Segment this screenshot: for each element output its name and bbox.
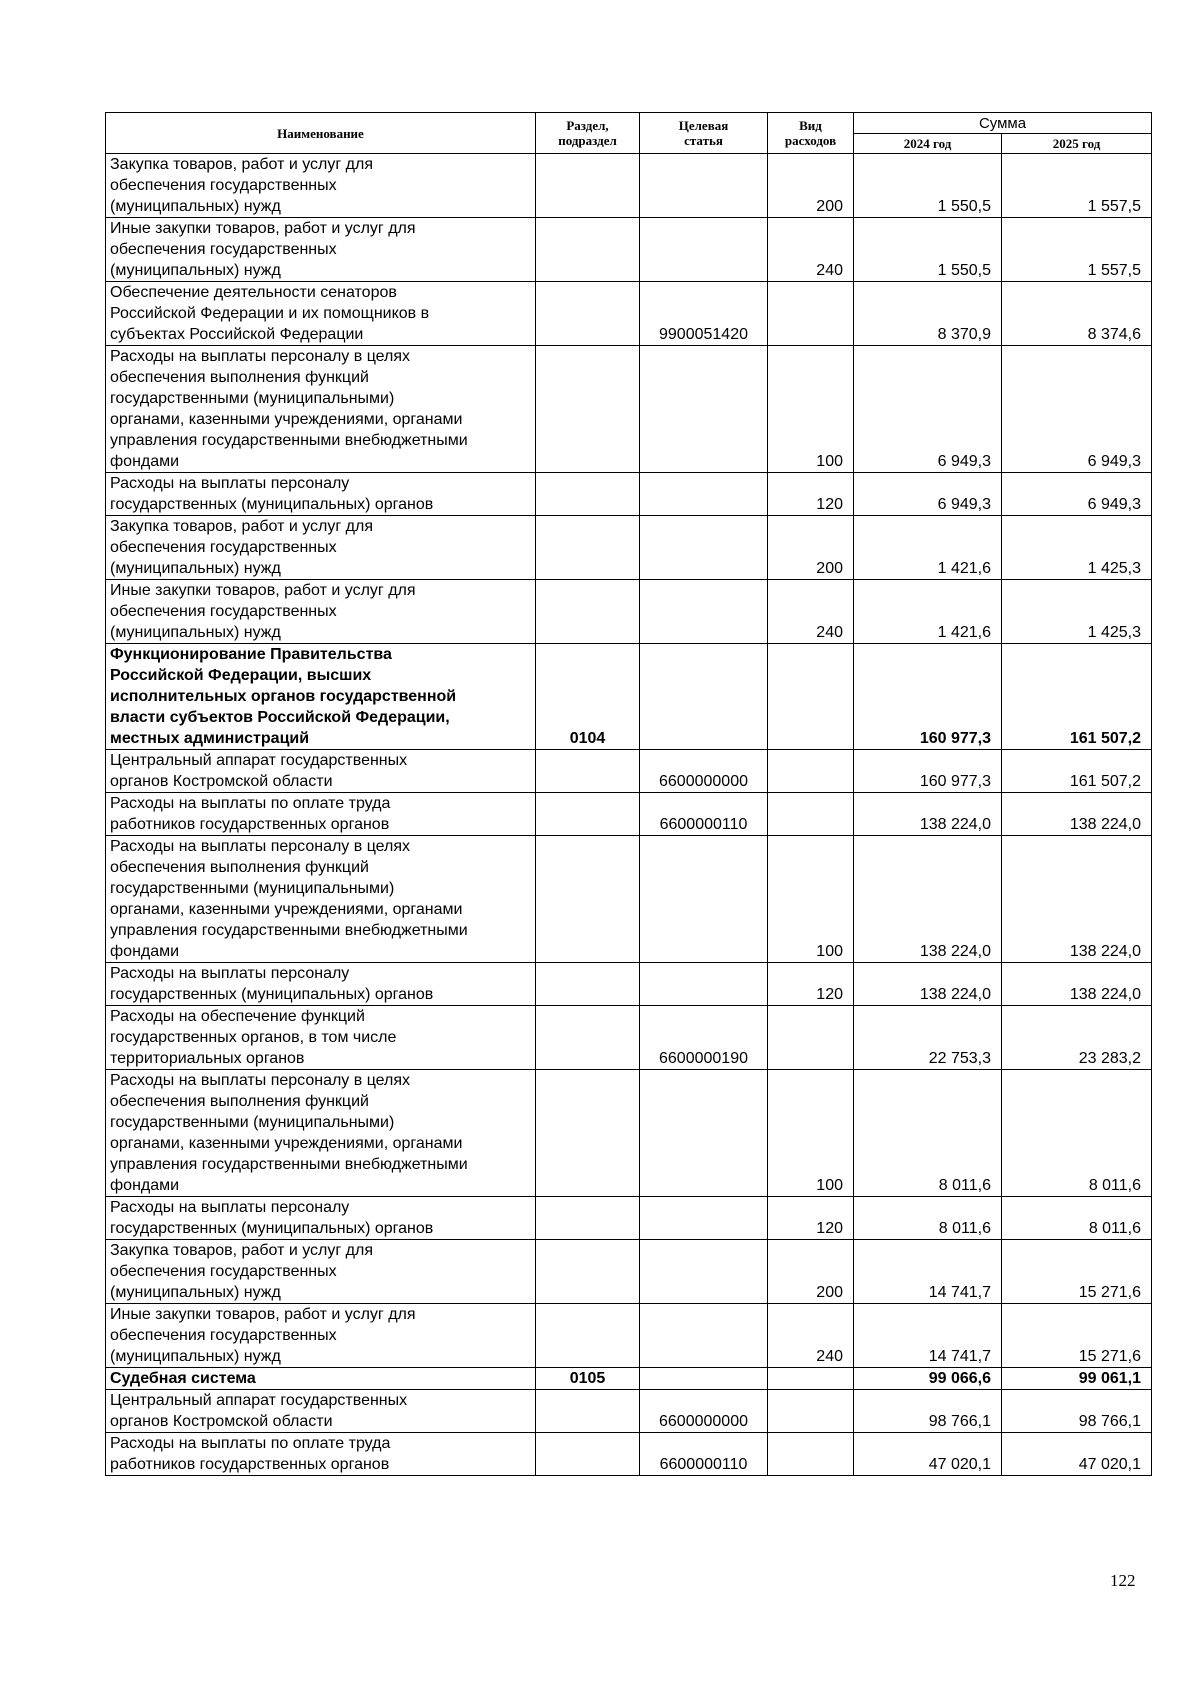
table-row: [106, 516, 1152, 580]
row-type: 120: [768, 963, 854, 1006]
row-type: 240: [768, 580, 854, 644]
row-target: 6600000110: [640, 1433, 768, 1476]
budget-table: [105, 112, 1152, 1476]
row-section: [536, 473, 640, 516]
row-name: [106, 1304, 536, 1368]
row-name-line: Расходы на выплаты персоналу: [110, 475, 350, 492]
row-target: 6600000000: [640, 750, 768, 793]
row-name-line: обеспечения государственных: [110, 177, 337, 194]
row-name-line: органов Костромской области: [110, 773, 333, 790]
row-amount-2024: 98 766,1: [854, 1390, 1002, 1433]
row-name-line: фондами: [110, 943, 180, 960]
row-name-line: исполнительных органов государственной: [110, 688, 457, 705]
row-name-line: Расходы на выплаты персоналу в целях: [110, 1072, 411, 1089]
row-target: [640, 218, 768, 282]
row-type: 240: [768, 218, 854, 282]
row-name-line: Обеспечение деятельности сенаторов: [110, 284, 397, 301]
row-name-line: Судебная система: [110, 1370, 256, 1387]
row-amount-2024: 138 224,0: [854, 963, 1002, 1006]
row-target: [640, 154, 768, 218]
row-name-line: обеспечения государственных: [110, 603, 337, 620]
row-section: [536, 1304, 640, 1368]
row-name-line: органами, казенными учреждениями, органами: [110, 901, 463, 918]
row-name-line: государственных органов, в том числе: [110, 1029, 397, 1046]
row-name: [106, 644, 536, 750]
row-target: 6600000000: [640, 1390, 768, 1433]
row-name: [106, 1433, 536, 1476]
row-section: [536, 1240, 640, 1304]
row-name-line: (муниципальных) нужд: [110, 1348, 281, 1365]
row-name: [106, 346, 536, 473]
row-amount-2024: 8 011,6: [854, 1197, 1002, 1240]
row-name-line: Закупка товаров, работ и услуг для: [110, 518, 373, 535]
row-name-line: государственными (муниципальными): [110, 1114, 395, 1131]
row-section: [536, 963, 640, 1006]
row-amount-2024: 47 020,1: [854, 1433, 1002, 1476]
page-number: 122: [1110, 1571, 1136, 1590]
row-section: [536, 1197, 640, 1240]
row-name-line: органов Костромской области: [110, 1413, 333, 1430]
row-name-line: обеспечения выполнения функций: [110, 1093, 369, 1110]
row-amount-2025: 6 949,3: [1002, 473, 1152, 516]
row-target: [640, 1304, 768, 1368]
row-name-line: Расходы на выплаты персоналу в целях: [110, 348, 411, 365]
row-amount-2025: 1 425,3: [1002, 516, 1152, 580]
row-name-line: (муниципальных) нужд: [110, 198, 281, 215]
row-target: [640, 580, 768, 644]
row-name: [106, 282, 536, 346]
row-name-line: Расходы на обеспечение функций: [110, 1008, 365, 1025]
row-name-line: государственными (муниципальными): [110, 880, 395, 897]
row-name-line: Иные закупки товаров, работ и услуг для: [110, 582, 416, 599]
row-name-line: фондами: [110, 1177, 180, 1194]
row-name-line: Российской Федерации, высших: [110, 667, 372, 684]
header-target-line1: Целевая: [678, 118, 729, 133]
row-type: [768, 1368, 854, 1390]
row-amount-2024: 138 224,0: [854, 793, 1002, 836]
row-name-line: местных администраций: [110, 730, 310, 747]
row-amount-2024: 14 741,7: [854, 1240, 1002, 1304]
row-type: [768, 1006, 854, 1070]
row-target: [640, 1240, 768, 1304]
table-row: [106, 154, 1152, 218]
row-type: [768, 750, 854, 793]
row-name-line: Расходы на выплаты персоналу в целях: [110, 838, 411, 855]
row-name-line: обеспечения выполнения функций: [110, 369, 369, 386]
table-row: [106, 644, 1152, 750]
row-section: [536, 1390, 640, 1433]
row-name-line: Закупка товаров, работ и услуг для: [110, 156, 373, 173]
row-section: [536, 580, 640, 644]
table-body: [106, 154, 1152, 1476]
header-type-line1: Вид: [799, 118, 822, 133]
header-type-line2: расходов: [784, 133, 837, 148]
header-year-2025: 2025 год: [1002, 134, 1152, 154]
row-type: [768, 793, 854, 836]
row-name: [106, 1368, 536, 1390]
row-amount-2025: 1 425,3: [1002, 580, 1152, 644]
row-target: [640, 1368, 768, 1390]
table-row: [106, 963, 1152, 1006]
row-section: [536, 750, 640, 793]
table-row: [106, 218, 1152, 282]
row-section: [536, 218, 640, 282]
row-name-line: Иные закупки товаров, работ и услуг для: [110, 1306, 416, 1323]
row-amount-2025: 161 507,2: [1002, 644, 1152, 750]
row-name-line: Расходы на выплаты персоналу: [110, 1199, 350, 1216]
row-name-line: государственных (муниципальных) органов: [110, 1220, 434, 1237]
header-year-2024: 2024 год: [854, 134, 1002, 154]
row-type: 200: [768, 1240, 854, 1304]
table-row: [106, 282, 1152, 346]
row-amount-2025: 8 374,6: [1002, 282, 1152, 346]
table-row: [106, 836, 1152, 963]
row-name-line: (муниципальных) нужд: [110, 624, 281, 641]
table-row: [106, 1433, 1152, 1476]
row-name-line: государственных (муниципальных) органов: [110, 986, 434, 1003]
row-name-line: территориальных органов: [110, 1050, 305, 1067]
row-amount-2025: 1 557,5: [1002, 218, 1152, 282]
row-amount-2024: 22 753,3: [854, 1006, 1002, 1070]
row-name-line: Российской Федерации и их помощников в: [110, 305, 430, 322]
table-row: [106, 1197, 1152, 1240]
row-amount-2025: 6 949,3: [1002, 346, 1152, 473]
row-type: 100: [768, 346, 854, 473]
row-amount-2024: 160 977,3: [854, 644, 1002, 750]
header-section: [536, 113, 640, 154]
row-target: 6600000110: [640, 793, 768, 836]
table-row: [106, 750, 1152, 793]
row-name: [106, 580, 536, 644]
row-name-line: работников государственных органов: [110, 816, 390, 833]
row-name-line: управления государственными внебюджетными: [110, 922, 468, 939]
row-name: [106, 473, 536, 516]
table-row: [106, 1070, 1152, 1197]
row-name: [106, 218, 536, 282]
row-amount-2025: 1 557,5: [1002, 154, 1152, 218]
row-amount-2025: 15 271,6: [1002, 1240, 1152, 1304]
row-target: [640, 516, 768, 580]
header-section-line2: подраздел: [558, 133, 617, 148]
row-amount-2025: 138 224,0: [1002, 793, 1152, 836]
row-type: 200: [768, 516, 854, 580]
row-target: [640, 1070, 768, 1197]
row-name-line: обеспечения государственных: [110, 539, 337, 556]
row-type: [768, 644, 854, 750]
row-name-line: Иные закупки товаров, работ и услуг для: [110, 220, 416, 237]
row-section: [536, 1070, 640, 1197]
row-amount-2024: 160 977,3: [854, 750, 1002, 793]
row-amount-2025: 23 283,2: [1002, 1006, 1152, 1070]
table-row: [106, 1240, 1152, 1304]
row-target: [640, 963, 768, 1006]
row-name-line: (муниципальных) нужд: [110, 262, 281, 279]
table-row: [106, 1006, 1152, 1070]
row-name-line: Расходы на выплаты по оплате труда: [110, 1435, 391, 1452]
row-name-line: Расходы на выплаты персоналу: [110, 965, 350, 982]
row-amount-2024: 8 370,9: [854, 282, 1002, 346]
table-row: [106, 1390, 1152, 1433]
row-type: 120: [768, 473, 854, 516]
row-amount-2024: 99 066,6: [854, 1368, 1002, 1390]
row-name-line: управления государственными внебюджетными: [110, 432, 468, 449]
row-amount-2024: 1 550,5: [854, 154, 1002, 218]
row-section: [536, 1433, 640, 1476]
row-name-line: власти субъектов Российской Федерации,: [110, 709, 450, 726]
row-type: 240: [768, 1304, 854, 1368]
table-row: [106, 580, 1152, 644]
row-name-line: субъектах Российской Федерации: [110, 326, 364, 343]
row-target: 6600000190: [640, 1006, 768, 1070]
row-name-line: обеспечения выполнения функций: [110, 859, 369, 876]
row-name-line: органами, казенными учреждениями, органами: [110, 411, 463, 428]
table-row: [106, 473, 1152, 516]
row-name: [106, 1070, 536, 1197]
header-name: Наименование: [106, 113, 536, 154]
table-row: [106, 1304, 1152, 1368]
row-section: 0104: [536, 644, 640, 750]
row-amount-2025: 161 507,2: [1002, 750, 1152, 793]
row-amount-2025: 8 011,6: [1002, 1197, 1152, 1240]
row-name: [106, 793, 536, 836]
row-name-line: Центральный аппарат государственных: [110, 1392, 408, 1409]
row-section: [536, 346, 640, 473]
row-type: [768, 1390, 854, 1433]
row-name-line: Функционирование Правительства: [110, 646, 392, 663]
row-amount-2025: 15 271,6: [1002, 1304, 1152, 1368]
row-target: [640, 836, 768, 963]
row-section: [536, 1006, 640, 1070]
row-name-line: (муниципальных) нужд: [110, 1284, 281, 1301]
row-amount-2025: 98 766,1: [1002, 1390, 1152, 1433]
row-type: 100: [768, 836, 854, 963]
row-amount-2024: 1 550,5: [854, 218, 1002, 282]
row-type: [768, 1433, 854, 1476]
row-target: [640, 644, 768, 750]
header-target-line2: статья: [684, 133, 723, 148]
row-name: [106, 1240, 536, 1304]
row-amount-2024: 1 421,6: [854, 580, 1002, 644]
table-row: [106, 346, 1152, 473]
row-name: [106, 963, 536, 1006]
row-name-line: государственными (муниципальными): [110, 390, 395, 407]
row-name-line: органами, казенными учреждениями, органами: [110, 1135, 463, 1152]
header-sum: Сумма: [854, 113, 1152, 134]
row-amount-2024: 8 011,6: [854, 1070, 1002, 1197]
row-name-line: обеспечения государственных: [110, 241, 337, 258]
row-section: [536, 516, 640, 580]
row-amount-2025: 47 020,1: [1002, 1433, 1152, 1476]
row-type: 200: [768, 154, 854, 218]
header-type: [768, 113, 854, 154]
row-name-line: обеспечения государственных: [110, 1263, 337, 1280]
row-section: [536, 836, 640, 963]
row-amount-2025: 8 011,6: [1002, 1070, 1152, 1197]
row-name-line: (муниципальных) нужд: [110, 560, 281, 577]
row-amount-2024: 14 741,7: [854, 1304, 1002, 1368]
row-name: [106, 516, 536, 580]
row-name-line: обеспечения государственных: [110, 1327, 337, 1344]
row-name-line: государственных (муниципальных) органов: [110, 496, 434, 513]
row-type: [768, 282, 854, 346]
row-name: [106, 1197, 536, 1240]
row-target: [640, 346, 768, 473]
row-amount-2024: 1 421,6: [854, 516, 1002, 580]
header-section-line1: Раздел,: [566, 118, 609, 133]
row-name: [106, 750, 536, 793]
row-name: [106, 154, 536, 218]
row-target: [640, 473, 768, 516]
row-amount-2025: 138 224,0: [1002, 836, 1152, 963]
row-target: 9900051420: [640, 282, 768, 346]
row-name-line: работников государственных органов: [110, 1456, 390, 1473]
row-amount-2025: 99 061,1: [1002, 1368, 1152, 1390]
table-row: [106, 1368, 1152, 1390]
row-section: [536, 282, 640, 346]
row-amount-2024: 6 949,3: [854, 346, 1002, 473]
row-amount-2025: 138 224,0: [1002, 963, 1152, 1006]
row-name: [106, 1390, 536, 1433]
row-amount-2024: 138 224,0: [854, 836, 1002, 963]
row-name: [106, 836, 536, 963]
row-name-line: управления государственными внебюджетными: [110, 1156, 468, 1173]
row-section: [536, 154, 640, 218]
row-section: [536, 793, 640, 836]
header-target: [640, 113, 768, 154]
row-name-line: фондами: [110, 453, 180, 470]
row-name-line: Расходы на выплаты по оплате труда: [110, 795, 391, 812]
row-section: 0105: [536, 1368, 640, 1390]
row-name: [106, 1006, 536, 1070]
row-type: 100: [768, 1070, 854, 1197]
row-target: [640, 1197, 768, 1240]
row-name-line: Закупка товаров, работ и услуг для: [110, 1242, 373, 1259]
row-amount-2024: 6 949,3: [854, 473, 1002, 516]
table-row: [106, 793, 1152, 836]
row-type: 120: [768, 1197, 854, 1240]
row-name-line: Центральный аппарат государственных: [110, 752, 408, 769]
